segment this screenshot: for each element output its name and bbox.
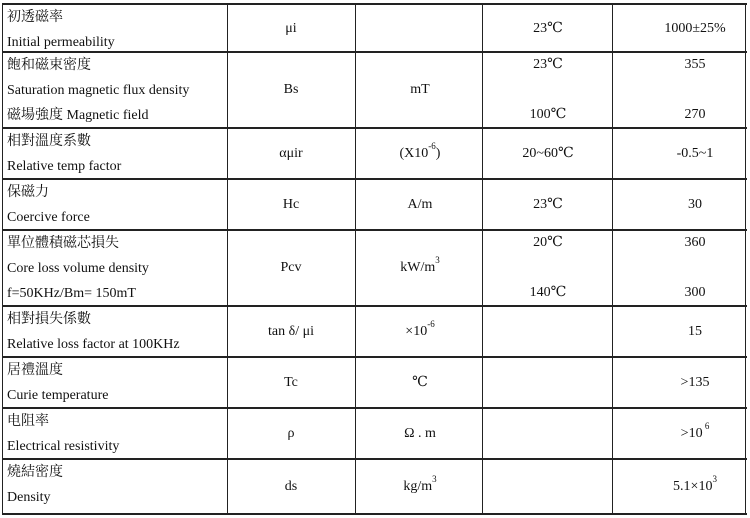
property-name-line: 飽和磁束密度 (7, 58, 91, 73)
column-divider (2, 409, 3, 458)
value-cell: 15 (688, 323, 702, 339)
column-divider (745, 231, 746, 305)
test-condition: 100℃ (529, 107, 567, 122)
column-divider (2, 5, 3, 51)
property-name-line: Coercive force (7, 210, 90, 225)
column-divider (612, 180, 613, 229)
unit-cell-exponent: -6 (427, 318, 435, 329)
properties-table (2, 3, 747, 515)
column-divider (355, 231, 356, 305)
column-divider (745, 460, 746, 513)
column-divider (745, 409, 746, 458)
column-divider (482, 53, 483, 127)
column-divider (612, 5, 613, 51)
table-row (2, 358, 747, 409)
column-divider (227, 460, 228, 513)
column-divider (612, 358, 613, 407)
test-condition: 140℃ (529, 285, 567, 300)
symbol-cell: ρ (287, 425, 295, 441)
value-cell-base: 5.1×10 (673, 478, 713, 494)
column-divider (355, 53, 356, 127)
column-divider (227, 307, 228, 356)
column-divider (2, 53, 3, 127)
property-name-line: Relative temp factor (7, 159, 122, 174)
column-divider (227, 180, 228, 229)
test-condition: 23℃ (533, 21, 563, 36)
property-name-line: Relative loss factor at 100KHz (7, 337, 180, 352)
column-divider (2, 231, 3, 305)
table-row (2, 460, 747, 515)
value-cell (673, 473, 717, 495)
symbol-cell: Hc (282, 196, 300, 212)
property-name-line: 磁場強度 Magnetic field (7, 108, 149, 123)
value-cell: 1000±25% (664, 21, 726, 36)
column-divider (745, 53, 746, 127)
column-divider (355, 5, 356, 51)
unit-cell: ℃ (412, 374, 428, 390)
unit-cell-exponent: 3 (435, 255, 440, 266)
symbol-cell: Tc (284, 374, 298, 390)
column-divider (2, 180, 3, 229)
unit-cell (405, 318, 435, 340)
column-divider (2, 358, 3, 407)
column-divider (355, 307, 356, 356)
value-cell: 300 (684, 285, 706, 300)
column-divider (227, 358, 228, 407)
property-name-line: Density (7, 490, 51, 505)
property-name-line: 相對損失係數 (7, 312, 91, 327)
unit-cell-base: kW/m (400, 260, 436, 275)
unit-cell: mT (410, 82, 430, 97)
column-divider (612, 409, 613, 458)
column-divider (482, 129, 483, 178)
table-row (2, 231, 747, 307)
property-name-line: 單位體積磁芯損失 (7, 236, 119, 251)
column-divider (482, 5, 483, 51)
value-cell: 30 (688, 196, 702, 212)
property-name-line: Saturation magnetic flux density (7, 83, 190, 98)
unit-cell-exponent: -6 (428, 140, 436, 151)
value-cell: >135 (680, 374, 710, 390)
column-divider (355, 180, 356, 229)
property-name-line: 相對溫度系數 (7, 134, 91, 149)
unit-cell-exponent: 3 (432, 473, 437, 484)
column-divider (612, 307, 613, 356)
symbol-cell: Pcv (280, 260, 302, 275)
value-cell-base: >10 (680, 425, 703, 441)
column-divider (355, 460, 356, 513)
value-cell: 270 (684, 107, 706, 122)
value-cell: 355 (684, 57, 706, 72)
column-divider (355, 358, 356, 407)
property-name-line: f=50KHz/Bm= 150mT (7, 286, 136, 301)
column-divider (745, 307, 746, 356)
column-divider (482, 460, 483, 513)
property-name-line: 燒結密度 (7, 465, 63, 480)
column-divider (227, 53, 228, 127)
unit-cell: Ω . m (404, 425, 436, 441)
test-condition: 20~60℃ (522, 145, 574, 161)
value-cell: 360 (684, 235, 706, 250)
column-divider (482, 409, 483, 458)
test-condition: 23℃ (533, 196, 563, 212)
column-divider (745, 358, 746, 407)
unit-cell-base: (X10 (399, 145, 429, 161)
test-condition: 20℃ (533, 235, 563, 250)
column-divider (612, 53, 613, 127)
test-condition: 23℃ (533, 57, 563, 72)
unit-cell (400, 255, 440, 276)
table-row (2, 180, 747, 231)
symbol-cell: αμir (279, 145, 303, 161)
table-row (2, 307, 747, 358)
property-name-line: 初透磁率 (7, 10, 63, 25)
column-divider (612, 460, 613, 513)
symbol-cell: μi (285, 21, 297, 36)
column-divider (2, 129, 3, 178)
column-divider (482, 231, 483, 305)
unit-cell-suffix: ) (435, 145, 441, 161)
column-divider (227, 5, 228, 51)
property-name-line: 居禮溫度 (7, 363, 63, 378)
column-divider (745, 5, 746, 51)
unit-cell-base: ×10 (405, 323, 428, 339)
symbol-cell: tan δ/ μi (268, 323, 314, 339)
column-divider (227, 129, 228, 178)
unit-cell (403, 473, 437, 495)
column-divider (612, 129, 613, 178)
column-divider (745, 180, 746, 229)
table-row (2, 409, 747, 460)
value-cell-exponent: 3 (712, 473, 717, 484)
column-divider (2, 460, 3, 513)
property-name-line: 保磁力 (7, 185, 49, 200)
property-name-line: Core loss volume density (7, 261, 149, 276)
value-cell-exponent: 6 (702, 420, 710, 431)
symbol-cell: ds (284, 478, 298, 494)
property-name-line: Curie temperature (7, 388, 109, 403)
column-divider (612, 231, 613, 305)
symbol-cell: Bs (283, 82, 299, 97)
unit-cell (399, 140, 441, 162)
table-row (2, 129, 747, 180)
value-cell: -0.5~1 (676, 145, 714, 161)
table-row (2, 3, 747, 53)
value-cell (680, 420, 710, 442)
column-divider (482, 358, 483, 407)
column-divider (745, 129, 746, 178)
property-name-line: 电阻率 (7, 414, 49, 429)
column-divider (482, 307, 483, 356)
unit-cell: A/m (407, 196, 433, 212)
column-divider (227, 231, 228, 305)
column-divider (227, 409, 228, 458)
column-divider (355, 409, 356, 458)
property-name-line: Electrical resistivity (7, 439, 120, 454)
column-divider (2, 307, 3, 356)
column-divider (355, 129, 356, 178)
column-divider (482, 180, 483, 229)
property-name-line: Initial permeability (7, 35, 115, 50)
unit-cell-base: kg/m (403, 478, 433, 494)
table-row (2, 53, 747, 129)
